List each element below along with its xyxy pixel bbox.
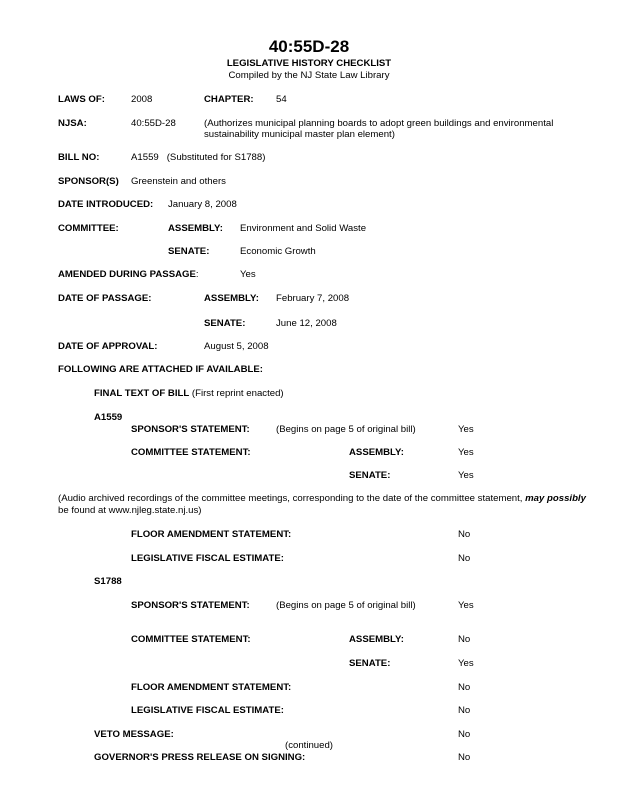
committee-assembly-value: Environment and Solid Waste [240,223,367,234]
checklist-title: LEGISLATIVE HISTORY CHECKLIST [226,58,392,69]
s1788-sponsor-statement-note: (Begins on page 5 of original bill) [276,600,416,611]
a1559-sponsor-statement-value: Yes [458,424,474,435]
date-of-approval-label: DATE OF APPROVAL: [58,341,158,352]
committee-assembly-label: ASSEMBLY: [168,223,223,234]
s1788-assembly-value: No [458,634,471,645]
njsa-label: NJSA: [58,118,87,129]
final-text-note: (First reprint enacted) [189,388,284,399]
veto-message-label: VETO MESSAGE: [94,729,174,740]
bill-no-label: BILL NO: [58,152,100,163]
a1559-assembly-label: ASSEMBLY: [349,447,404,458]
date-of-approval-value: August 5, 2008 [204,341,269,352]
veto-message-value: No [458,729,471,740]
a1559-floor-amendment-value: No [458,529,471,540]
s1788-fiscal-estimate-label: LEGISLATIVE FISCAL ESTIMATE: [131,705,284,716]
s1788-sponsor-statement-label: SPONSOR'S STATEMENT: [131,600,250,611]
audio-note-emphasis: may possibly [525,493,586,504]
passage-senate-label: SENATE: [204,318,246,329]
s1788-committee-statement-label: COMMITTEE STATEMENT: [131,634,251,645]
s1788-label: S1788 [94,576,122,587]
date-of-passage-label: DATE OF PASSAGE: [58,293,152,304]
a1559-senate-value: Yes [458,470,474,481]
sponsor-value: Greenstein and others [131,176,226,187]
chapter-value: 54 [276,94,287,105]
continued-note: (continued) [285,740,333,751]
a1559-committee-statement-label: COMMITTEE STATEMENT: [131,447,251,458]
chapter-label: CHAPTER: [204,94,254,105]
audio-note-text: (Audio archived recordings of the committee meetings, corresponding to the date of the committee statement, [58,493,526,504]
governor-press-release-value: No [458,752,471,763]
final-text-row [94,388,284,400]
attachments-heading: FOLLOWING ARE ATTACHED IF AVAILABLE: [58,364,263,375]
njsa-value: 40:55D-28 [131,118,176,129]
s1788-senate-value: Yes [458,658,474,669]
a1559-floor-amendment-label: FLOOR AMENDMENT STATEMENT: [131,529,292,540]
passage-assembly-label: ASSEMBLY: [204,293,259,304]
amended-value: Yes [240,269,256,280]
committee-label: COMMITTEE: [58,223,119,234]
audio-note-line-2: be found at www.njleg.state.nj.us) [58,505,202,516]
laws-of-value: 2008 [131,94,153,105]
compiled-by: Compiled by the NJ State Law Library [228,70,390,81]
s1788-floor-amendment-value: No [458,682,471,693]
s1788-assembly-label: ASSEMBLY: [349,634,404,645]
committee-senate-label: SENATE: [168,246,210,257]
amended-row [58,269,199,281]
a1559-fiscal-estimate-label: LEGISLATIVE FISCAL ESTIMATE: [131,553,284,564]
njsa-description-line-2: sustainability municipal master plan element) [204,129,395,140]
a1559-assembly-value: Yes [458,447,474,458]
governor-press-release-label: GOVERNOR'S PRESS RELEASE ON SIGNING: [94,752,306,763]
s1788-floor-amendment-label: FLOOR AMENDMENT STATEMENT: [131,682,292,693]
s1788-fiscal-estimate-value: No [458,705,471,716]
bill-no-value: A1559 (Substituted for S1788) [131,152,266,163]
s1788-sponsor-statement-value: Yes [458,600,474,611]
passage-assembly-value: February 7, 2008 [276,293,350,304]
s1788-senate-label: SENATE: [349,658,391,669]
date-introduced-value: January 8, 2008 [168,199,237,210]
date-introduced-label: DATE INTRODUCED: [58,199,154,210]
amended-colon: : [195,269,199,280]
laws-of-label: LAWS OF: [58,94,105,105]
sponsor-label: SPONSOR(S) [58,176,119,187]
passage-senate-value: June 12, 2008 [276,318,337,329]
final-text-label: FINAL TEXT OF BILL [94,388,190,399]
a1559-senate-label: SENATE: [349,470,391,481]
amended-label: AMENDED DURING PASSAGE [58,269,196,280]
a1559-fiscal-estimate-value: No [458,553,471,564]
committee-senate-value: Economic Growth [240,246,316,257]
a1559-label: A1559 [94,412,123,423]
njsa-description-line-1: (Authorizes municipal planning boards to adopt green buildings and environmental [204,118,554,129]
audio-note-line-1 [58,493,586,505]
a1559-sponsor-statement-label: SPONSOR'S STATEMENT: [131,424,250,435]
a1559-sponsor-statement-note: (Begins on page 5 of original bill) [276,424,416,435]
statute-title: 40:55D-28 [268,37,350,56]
